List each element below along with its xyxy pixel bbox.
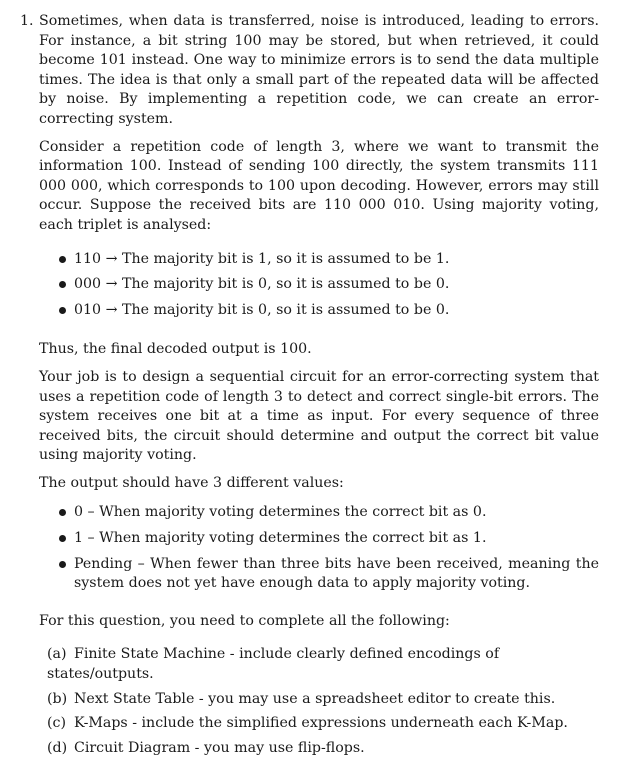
bullet-icon bbox=[59, 307, 66, 314]
output-values-list bbox=[39, 503, 599, 593]
task-paragraph: Your job is to design a sequential circuit for an error-correcting system that uses a repetition code of length 3 to detect and correct single-bit errors. The system receives one bit at a time as input. For every sequence of three received bits, the circuit should determine and output the correct bit value using majority voting. bbox=[39, 368, 599, 464]
decoded-paragraph: Thus, the final decoded output is 100. bbox=[39, 341, 312, 358]
list-item: Pending – When fewer than three bits have been received, meaning the system does not yet have enough data to apply majority voting. bbox=[59, 555, 599, 594]
requirements-list bbox=[39, 645, 599, 758]
requirements-intro: For this question, you need to complete all the following: bbox=[39, 612, 450, 629]
outputs-intro: The output should have 3 different values: bbox=[39, 474, 344, 491]
intro-paragraph: Sometimes, when data is transferred, noise is introduced, leading to errors. For instance, a bit string 100 may be stored, but when retrieved, it could become 101 instead. One way to minimize errors is to send the data multiple times. The idea is that only a small part of the repeated data will be affected by noise. By implementing a repetition code, we can create an error-correcting system. bbox=[39, 13, 599, 127]
list-item: (a) Finite State Machine - include clearly defined encodings of states/outputs. bbox=[47, 646, 500, 683]
question-number: 1. bbox=[20, 13, 34, 29]
question-body bbox=[39, 12, 599, 763]
list-item: 1 – When majority voting determines the correct bit as 1. bbox=[59, 529, 599, 549]
bullet-icon bbox=[59, 561, 66, 568]
bullet-icon bbox=[59, 281, 66, 288]
bullet-icon bbox=[59, 509, 66, 516]
bullet-icon bbox=[59, 535, 66, 542]
list-item: 110 → The majority bit is 1, so it is assumed to be 1. bbox=[59, 250, 599, 270]
list-item: (c) K-Maps - include the simplified expressions underneath each K-Map. bbox=[47, 715, 568, 732]
list-item: 000 → The majority bit is 0, so it is assumed to be 0. bbox=[59, 275, 599, 295]
bullet-icon bbox=[59, 256, 66, 263]
list-item: (b) Next State Table - you may use a spreadsheet editor to create this. bbox=[47, 690, 556, 707]
triplet-list bbox=[39, 250, 599, 321]
list-item: 010 → The majority bit is 0, so it is assumed to be 0. bbox=[59, 301, 599, 321]
list-item: 0 – When majority voting determines the correct bit as 0. bbox=[59, 503, 599, 523]
list-item: (d) Circuit Diagram - you may use flip-flops. bbox=[47, 739, 365, 756]
example-paragraph: Consider a repetition code of length 3, where we want to transmit the information 100. Instead of sending 100 directly, the system transmits 111 000 000, which corresponds to 100 upon decoding. However, errors may still occur. Suppose the received bits are 110 000 010. Using majority voting, each triplet is analysed: bbox=[39, 138, 599, 233]
